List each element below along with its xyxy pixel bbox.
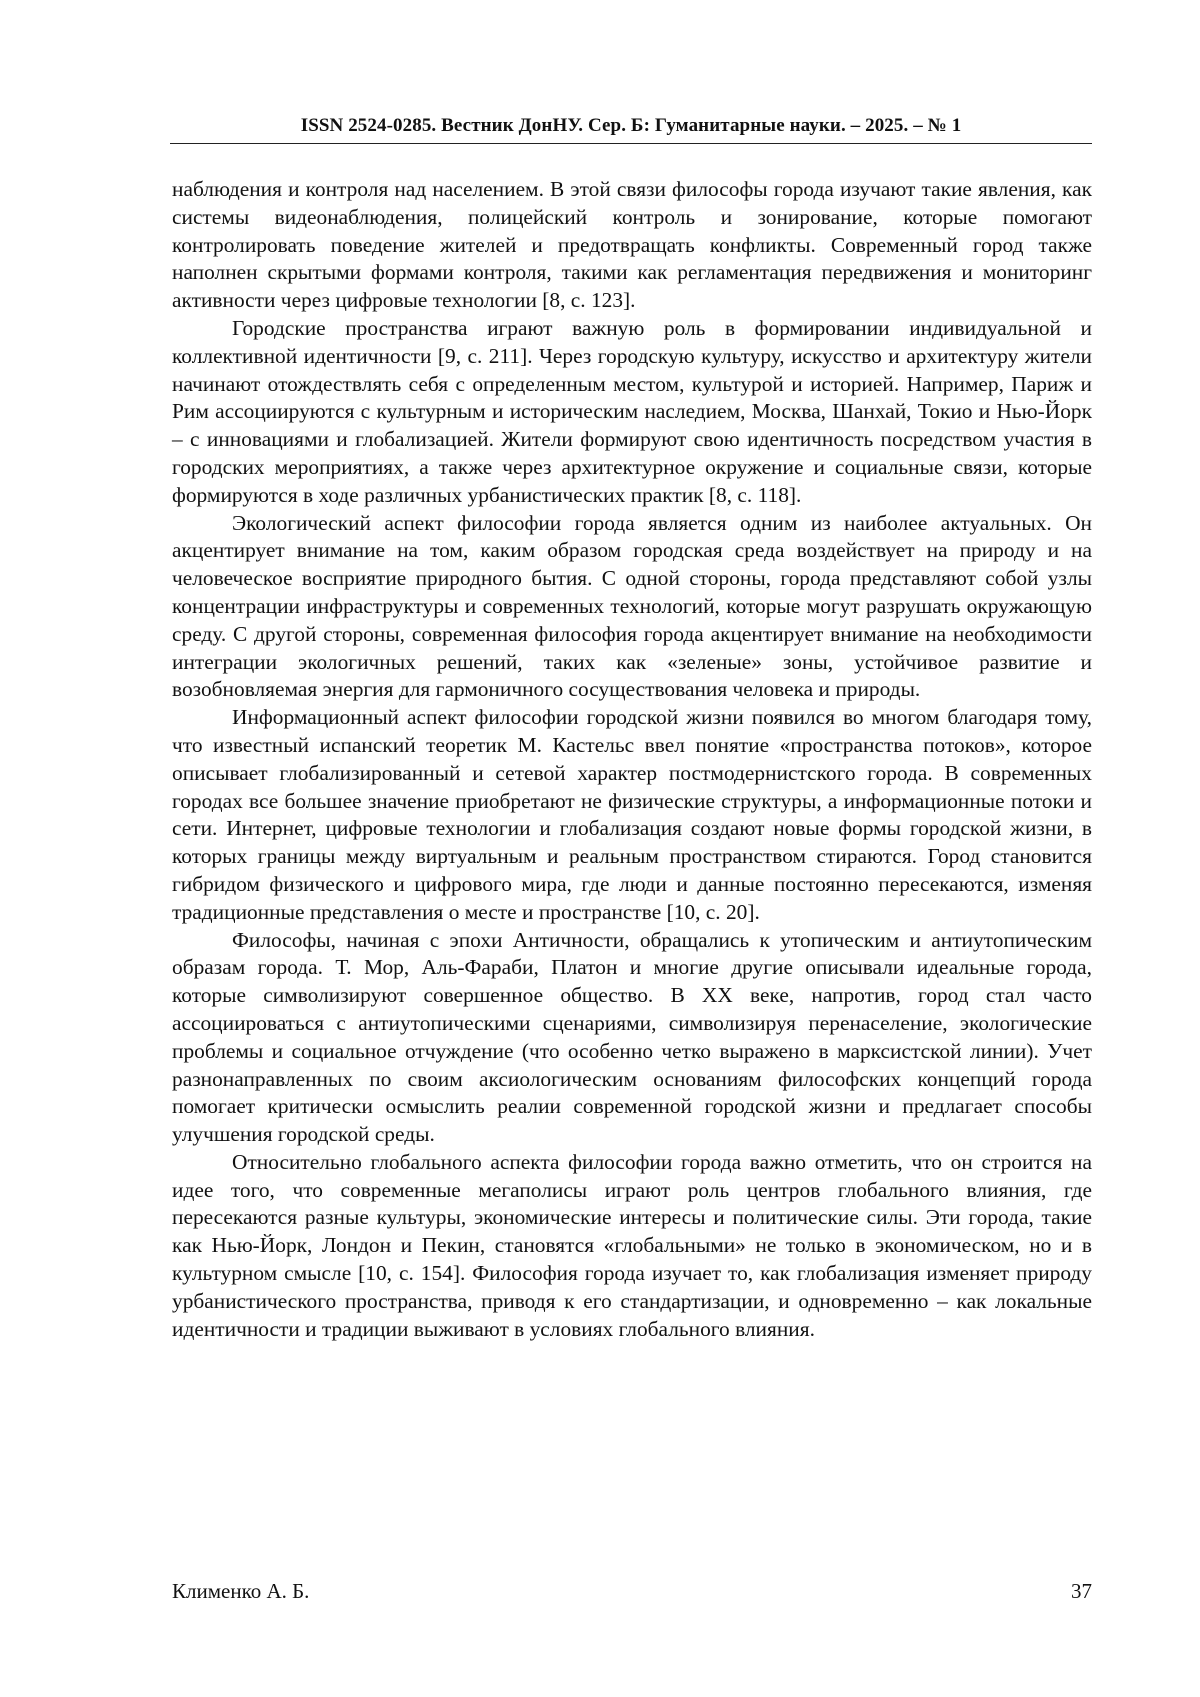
page-number: 37 (1071, 1579, 1092, 1603)
paragraph-1: наблюдения и контроля над населением. В этой связи философы города изучают такие явления, как системы видеонаблюдения, полицейский контроль и зонирование, которые помогают контролировать поведение жителей и предотвращать конфликты. Современный город также наполнен скрытыми формами контроля, такими как регламентация передвижения и мониторинг активности через цифровые технологии [8, с. 123]. (172, 177, 1092, 313)
paragraph-2: Городские пространства играют важную роль в формировании индивидуальной и коллективной идентичности [9, с. 211]. Через городскую культуру, искусство и архитектуру жители начинают отождествлять себя с определенным местом, культурой и историей. Например, Париж и Рим ассоциируются с культурным и историческим наследием, Москва, Шанхай, Токио и Нью-Йорк – с инновациями и глобализацией. Жители формируют свою идентичность посредством участия в городских мероприятиях, а также через архитектурное окружение и социальные связи, которые формируются в ходе различных урбанистических практик [8, с. 118]. (172, 315, 1092, 507)
paragraph-4: Информационный аспект философии городской жизни появился во многом благодаря тому, что известный испанский теоретик М. Кастельс ввел понятие «пространства потоков», которое описывает глобализированный и сетевой характер постмодернистского города. В современных городах все большее значение приобретают не физические структуры, а информационные потоки и сети. Интернет, цифровые технологии и глобализация создают новые формы городской жизни, в которых границы между виртуальным и реальным пространством стираются. Город становится гибридом физического и цифрового мира, где люди и данные постоянно пересекаются, изменяя традиционные представления о месте и пространстве [10, с. 20]. (172, 705, 1092, 924)
paragraph-3: Экологический аспект философии города является одним из наиболее актуальных. Он акцентирует внимание на том, каким образом городская среда воздействует на природу и на человеческое восприятие природного бытия. С одной стороны, города представляют собой узлы концентрации инфраструктуры и современных технологий, которые могут разрушать окружающую среду. С другой стороны, современная философия города акцентирует внимание на необходимости интеграции экологичных решений, таких как «зеленые» зоны, устойчивое развитие и возобновляемая энергия для гармоничного сосуществования человека и природы. (172, 510, 1092, 702)
paragraph-6: Относительно глобального аспекта философии города важно отметить, что он строится на идее того, что современные мегаполисы играют роль центров глобального влияния, где пересекаются разные культуры, экономические интересы и политические силы. Эти города, такие как Нью-Йорк, Лондон и Пекин, становятся «глобальными» не только в экономическом, но и в культурном смысле [10, с. 154]. Философия города изучает то, как глобализация изменяет природу урбанистического пространства, приводя к его стандартизации, и одновременно – как локальные идентичности и традиции выживают в условиях глобального влияния. (172, 1149, 1092, 1341)
journal-header: ISSN 2524-0285. Вестник ДонНУ. Сер. Б: Гуманитарные науки. – 2025. – № 1 (170, 115, 1092, 144)
article-body (172, 176, 1092, 1343)
footer-author: Клименко А. Б. (172, 1579, 310, 1603)
paragraph-5: Философы, начиная с эпохи Античности, обращались к утопическим и антиутопическим образам города. Т. Мор, Аль-Фараби, Платон и многие другие описывали идеальные города, которые символизируют совершенное общество. В XX веке, напротив, город стал часто ассоциироваться с антиутопическими сценариями, символизируя перенаселение, экологические проблемы и социальное отчуждение (что особенно четко выражено в марксистской линии). Учет разнонаправленных по своим аксиологическим основаниям философских концепций города помогает критически осмыслить реалии современной городской жизни и предлагает способы улучшения городской среды. (172, 927, 1092, 1147)
